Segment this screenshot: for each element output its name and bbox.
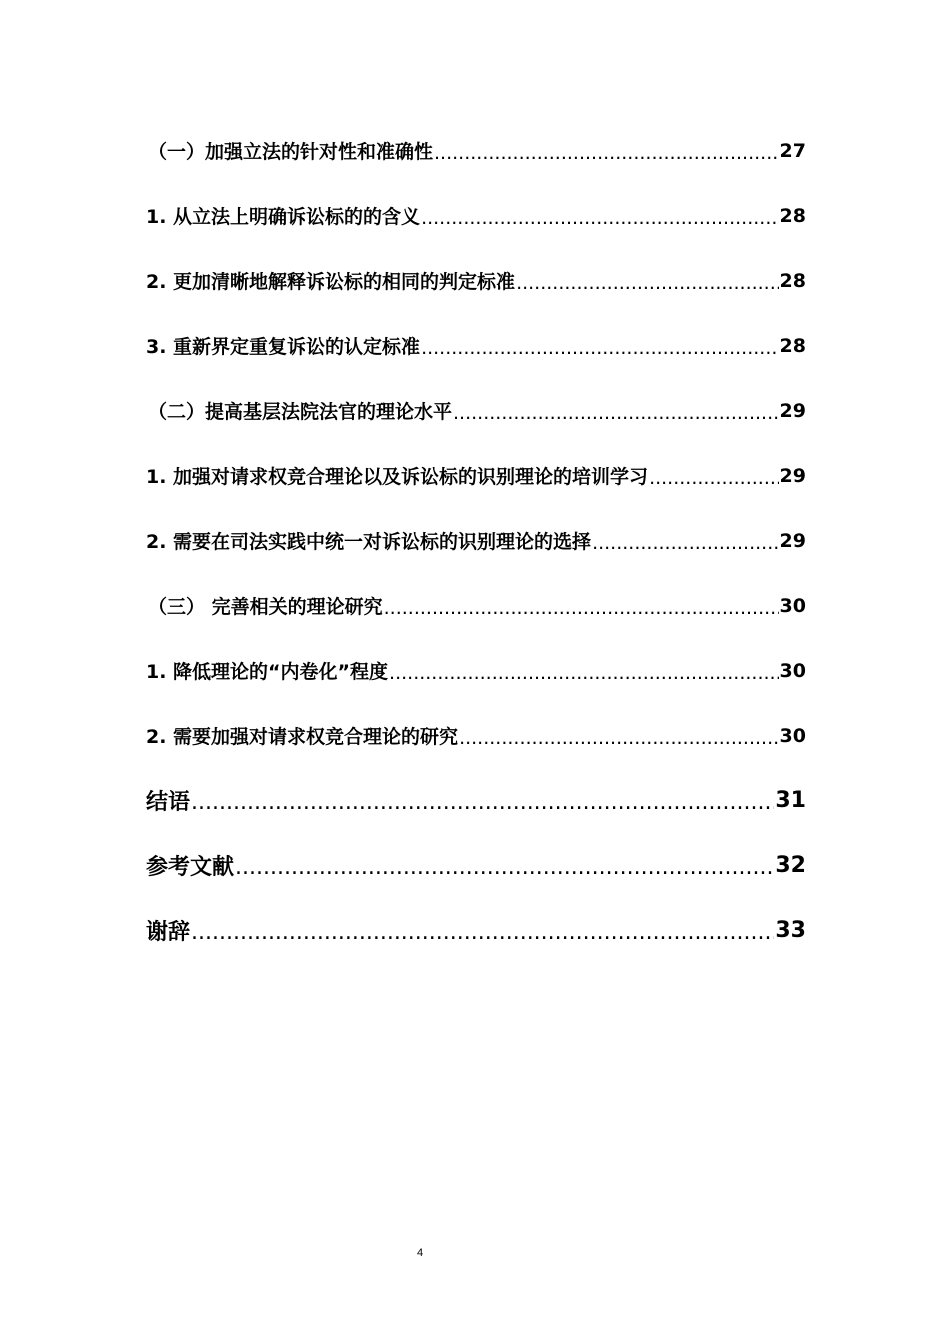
toc-entry-unify-theory-choice[interactable] — [146, 508, 806, 573]
toc-entry-redefine-duplicate-litigation[interactable] — [146, 313, 806, 378]
toc-entry-page: 28 — [779, 334, 806, 357]
toc-entry-page: 32 — [775, 853, 806, 878]
toc-entry-page: 30 — [779, 659, 806, 682]
dot-leader — [191, 920, 774, 945]
toc-entry-reduce-involution[interactable] — [146, 638, 806, 703]
toc-entry-label: 1. 加强对请求权竞合理论以及诉讼标的识别理论的培训学习 — [146, 466, 649, 488]
toc-entry-label: 结语 — [146, 790, 191, 815]
dot-leader — [235, 855, 774, 880]
toc-entry-page: 30 — [779, 594, 806, 617]
toc-entry-label: （二）提高基层法院法官的理论水平 — [148, 401, 453, 423]
toc-entry-label: 参考文献 — [146, 855, 235, 880]
toc-entry-label: 2. 更加清晰地解释诉讼标的相同的判定标准 — [146, 271, 516, 293]
dot-leader — [592, 532, 778, 554]
dot-leader — [421, 337, 778, 359]
dot-leader — [389, 662, 779, 684]
toc-entry-strengthen-training[interactable] — [146, 443, 806, 508]
toc-entry-clarify-standard[interactable] — [146, 248, 806, 313]
dot-leader — [453, 402, 779, 424]
toc-entry-page: 33 — [775, 918, 806, 943]
dot-leader — [516, 272, 778, 294]
toc-entry-page: 29 — [779, 399, 806, 422]
page-number: 4 — [416, 1247, 424, 1259]
toc-entry-label: 1. 从立法上明确诉讼标的的含义 — [146, 206, 421, 228]
table-of-contents — [146, 118, 806, 963]
toc-entry-page: 30 — [779, 724, 806, 747]
toc-entry-page: 31 — [775, 788, 806, 813]
toc-entry-conclusion[interactable] — [146, 768, 806, 833]
toc-entry-references[interactable] — [146, 833, 806, 898]
dot-leader — [421, 207, 778, 229]
dot-leader — [191, 790, 774, 815]
toc-entry-label: （一）加强立法的针对性和准确性 — [148, 141, 434, 163]
toc-entry-improve-judges-theory[interactable] — [146, 378, 806, 443]
dot-leader — [459, 727, 778, 749]
toc-entry-label: 2. 需要在司法实践中统一对诉讼标的识别理论的选择 — [146, 531, 592, 553]
toc-entry-label: 1. 降低理论的“内卷化”程度 — [146, 661, 389, 683]
toc-entry-label: 3. 重新界定重复诉讼的认定标准 — [146, 336, 421, 358]
toc-entry-page: 28 — [779, 269, 806, 292]
toc-entry-page: 28 — [779, 204, 806, 227]
toc-entry-label: 谢辞 — [146, 920, 191, 945]
toc-entry-page: 29 — [779, 529, 806, 552]
toc-entry-page: 29 — [779, 464, 806, 487]
dot-leader — [434, 142, 779, 164]
toc-entry-define-subject-matter[interactable] — [146, 183, 806, 248]
toc-entry-strengthen-research[interactable] — [146, 703, 806, 768]
toc-entry-acknowledgements[interactable] — [146, 898, 806, 963]
dot-leader — [384, 597, 779, 619]
toc-entry-page: 27 — [779, 139, 806, 162]
toc-entry-label: （三） 完善相关的理论研究 — [148, 596, 383, 618]
toc-entry-improve-research[interactable] — [146, 573, 806, 638]
toc-entry-strengthen-legislation[interactable] — [146, 118, 806, 183]
dot-leader — [649, 467, 778, 489]
toc-entry-label: 2. 需要加强对请求权竞合理论的研究 — [146, 726, 459, 748]
